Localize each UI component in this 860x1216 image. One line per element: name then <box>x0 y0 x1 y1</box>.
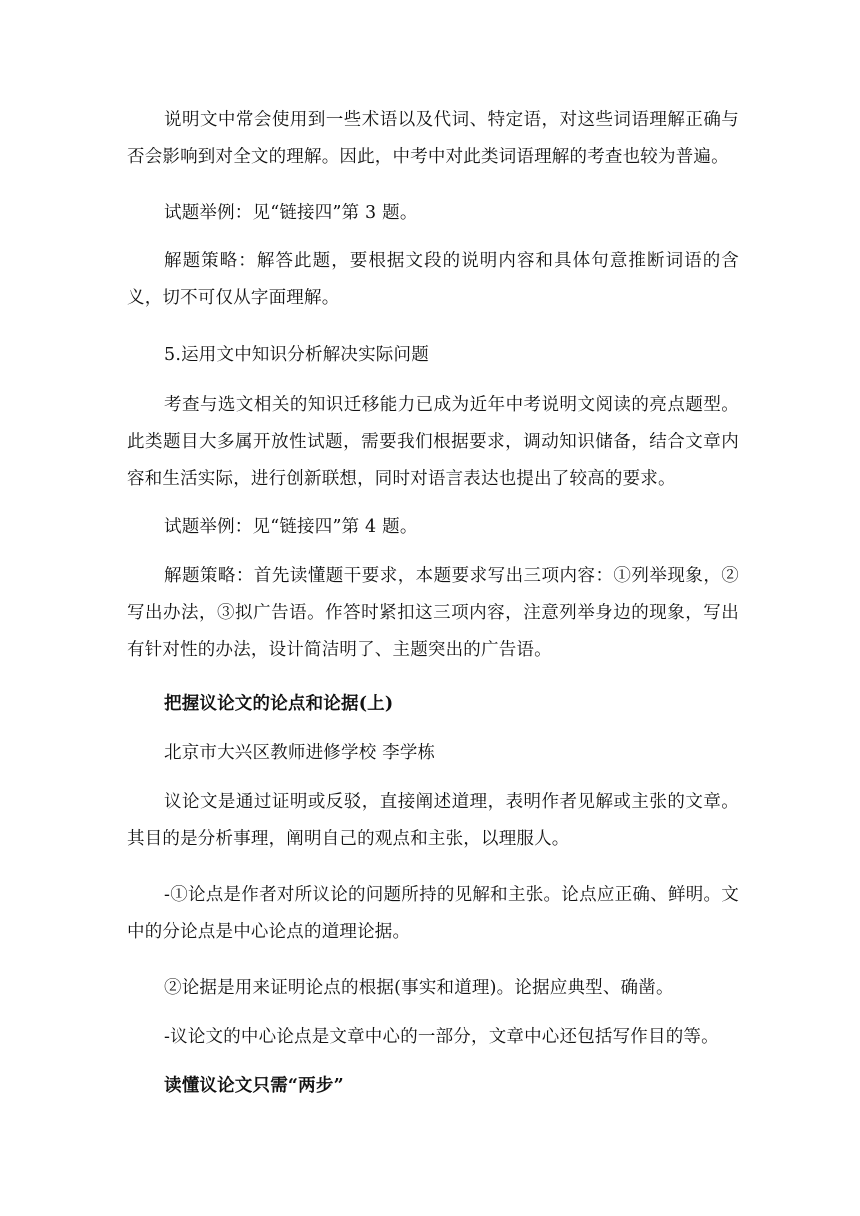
paragraph-strategy-q4: 解题策略：首先读懂题干要求，本题要求写出三项内容：①列举现象，②写出办法，③拟广告语。作答时紧扣这三项内容，注意列举身边的现象，写出有针对性的办法，设计简洁明了、主题突出的广告语。 <box>127 566 739 660</box>
paragraph-thesis: -①论点是作者对所议论的问题所持的见解和主张。论点应正确、鲜明。文中的分论点是中心论点的道理论据。 <box>127 885 739 942</box>
paragraph-term-understanding: 说明文中常会使用到一些术语以及代词、特定语，对这些词语理解正确与否会影响到对全文的理解。因此，中考中对此类词语理解的考查也较为普遍。 <box>127 110 739 167</box>
paragraph-argumentative-definition: 议论文是通过证明或反驳，直接阐述道理，表明作者见解或主张的文章。其目的是分析事理，阐明自己的观点和主张，以理服人。 <box>127 792 739 849</box>
paragraph-strategy-q3: 解题策略：解答此题，要根据文段的说明内容和具体句意推断词语的含义，切不可仅从字面理解。 <box>127 251 739 308</box>
paragraph-knowledge-transfer: 考查与选文相关的知识迁移能力已成为近年中考说明文阅读的亮点题型。此类题目大多属开放性试题，需要我们根据要求，调动知识储备，结合文章内容和生活实际，进行创新联想，同时对语言表达也提出了较高的要求。 <box>127 395 739 489</box>
article-title: 把握议论文的论点和论据(上) <box>164 694 394 714</box>
paragraph-example-link4-q3: 试题举例：见“链接四”第 3 题。 <box>164 203 418 223</box>
paragraph-central-thesis: -议论文的中心论点是文章中心的一部分，文章中心还包括写作目的等。 <box>164 1027 719 1047</box>
article-author: 北京市大兴区教师进修学校 李学栋 <box>164 743 436 763</box>
section-heading-two-steps: 读懂议论文只需“两步” <box>164 1076 344 1096</box>
paragraph-evidence: ②论据是用来证明论点的根据(事实和道理)。论据应典型、确凿。 <box>164 978 674 998</box>
section-heading-5: 5.运用文中知识分析解决实际问题 <box>164 345 429 365</box>
paragraph-example-link4-q4: 试题举例：见“链接四”第 4 题。 <box>164 517 418 537</box>
